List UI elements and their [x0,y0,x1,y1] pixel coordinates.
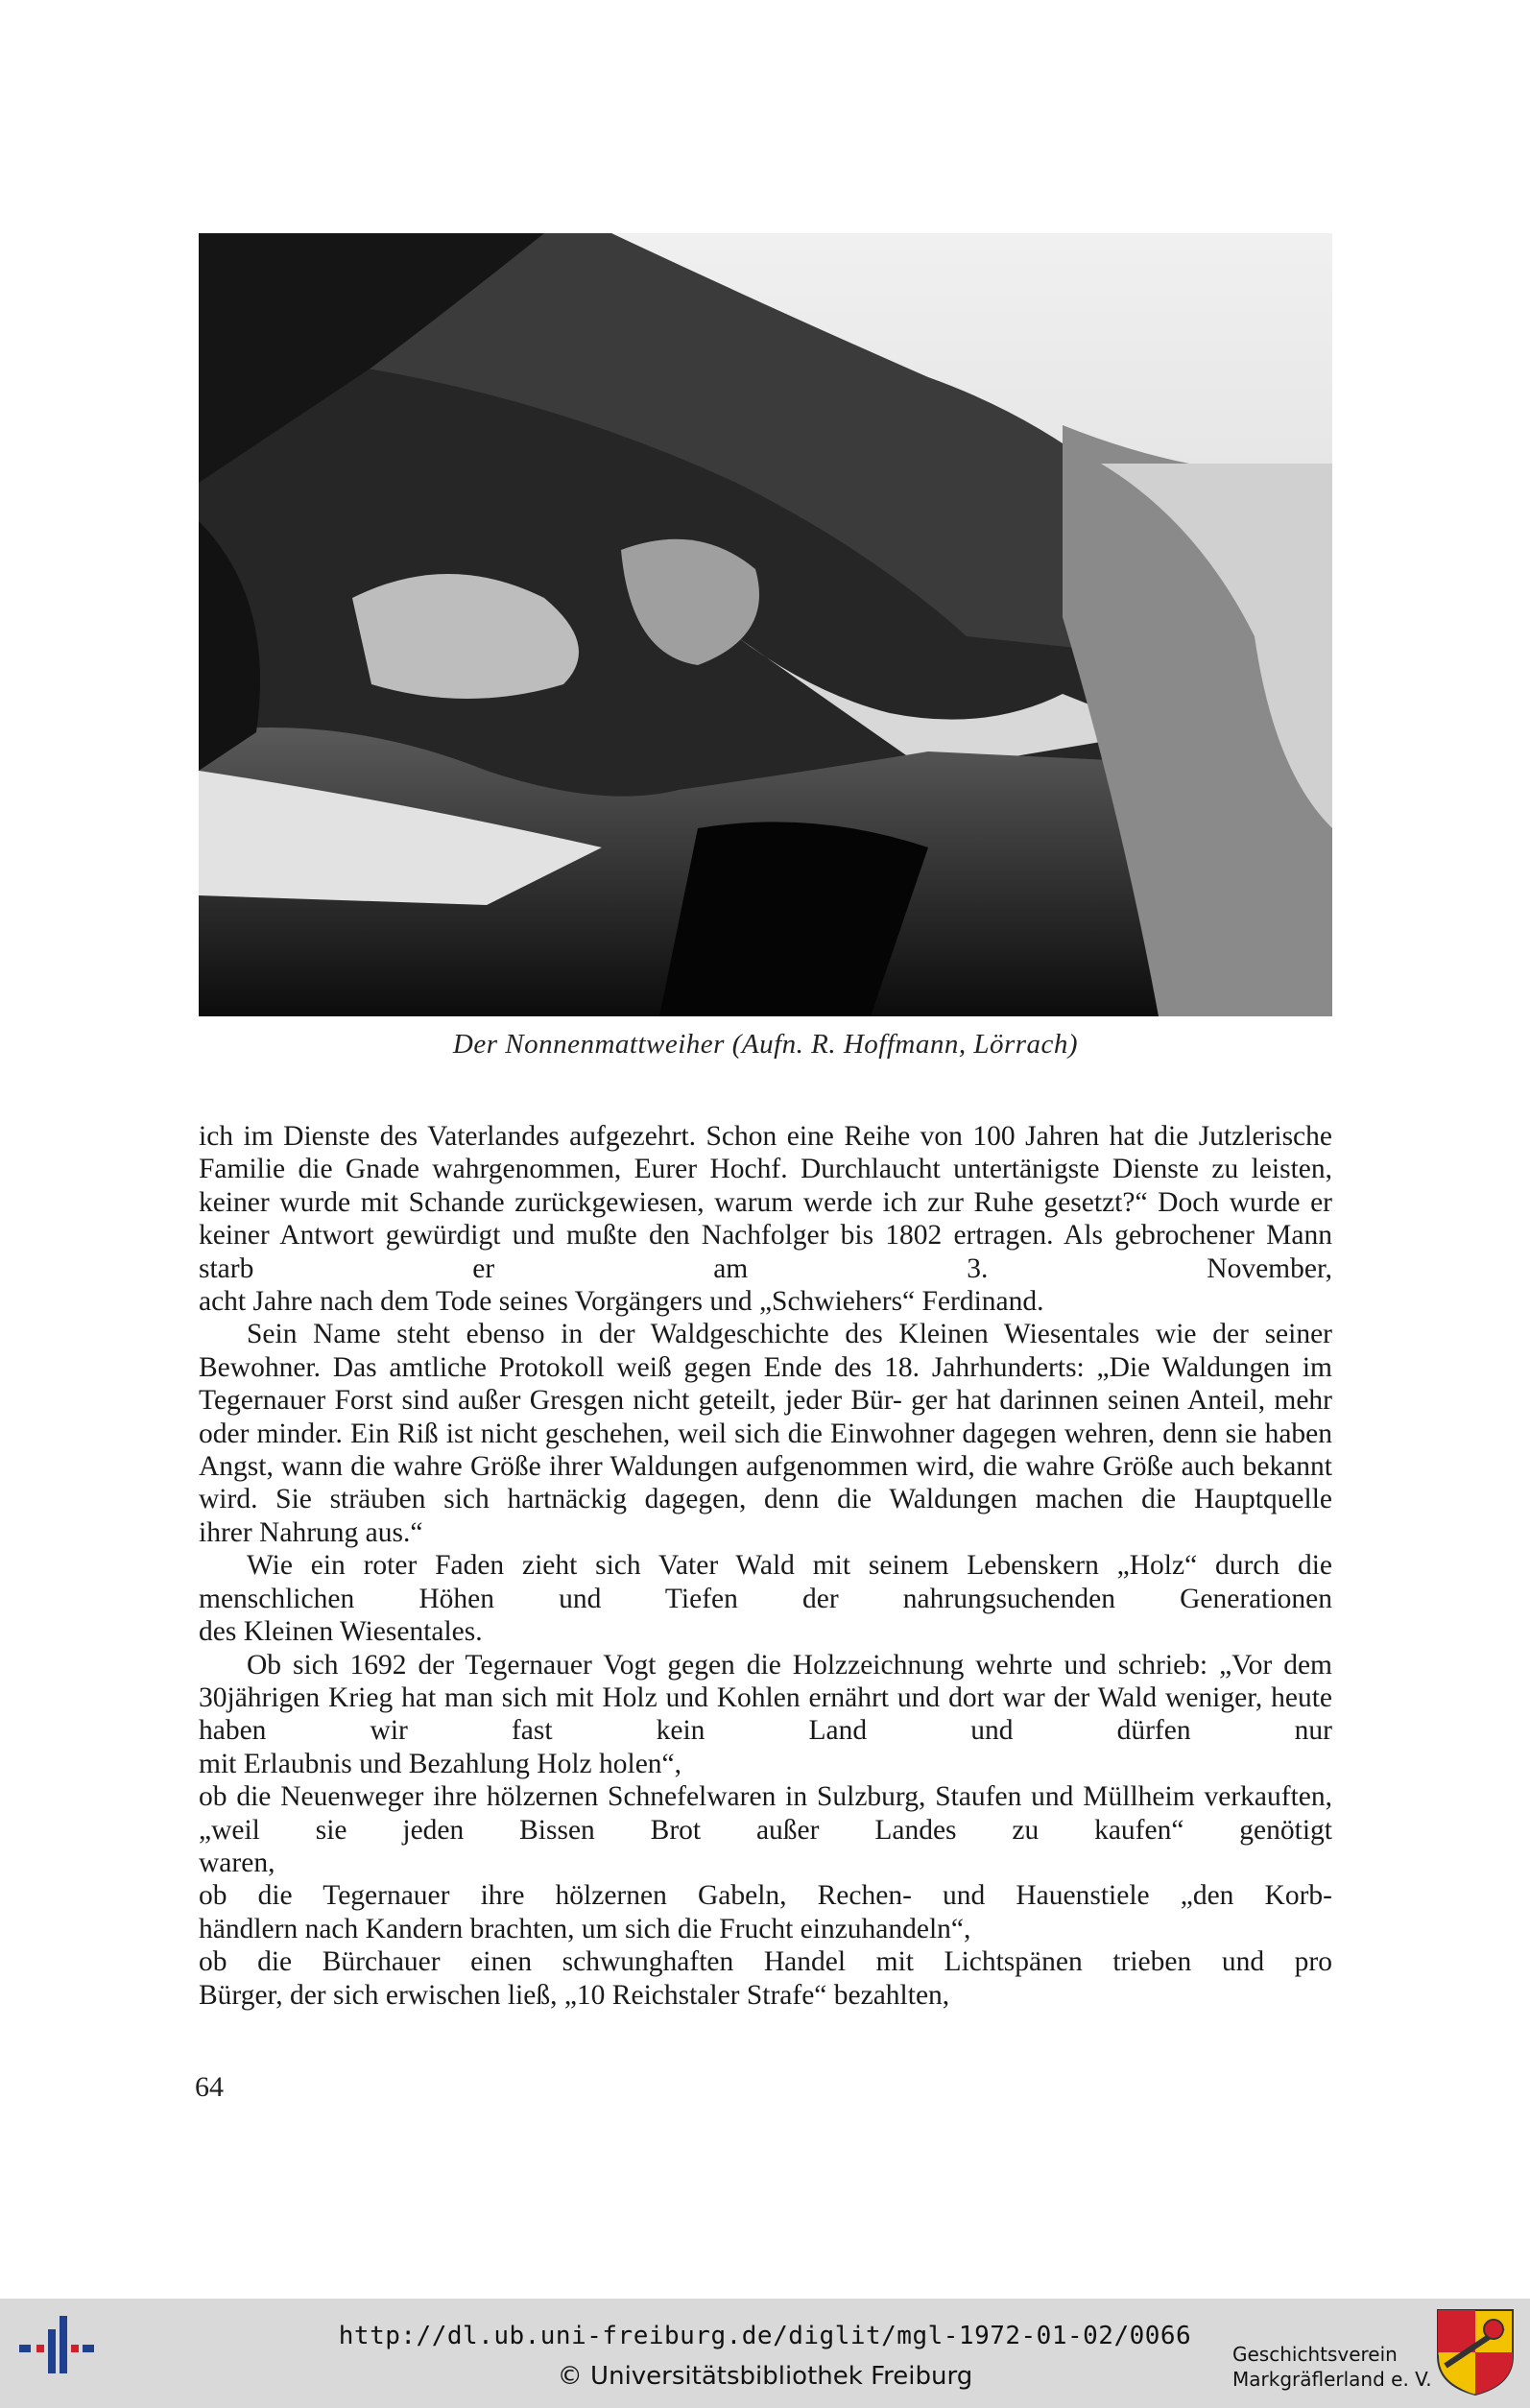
permalink-url[interactable]: http://dl.ub.uni-freiburg.de/diglit/mgl-1972-01-02/0066 [338,2322,1192,2350]
text-line: werde ich zur Ruhe gesetzt?“ Doch wurde er keiner Antwort gewürdigt und mußte [199,1186,1332,1252]
photo-caption: Der Nonnenmattweiher (Aufn. R. Hoffmann, Lörrach) [452,1029,1079,1060]
text-line: Sein Name steht ebenso in der Waldgeschichte des Kleinen Wiesentales wie der [247,1319,1249,1350]
landscape-photo [199,233,1332,1016]
text-line: Sie sträuben sich hartnäckig dagegen, denn die Waldungen machen die Hauptquelle [275,1484,1332,1515]
text-line: schrieb: „Vor dem 30jährigen Krieg hat man sich mit Holz und Kohlen ernährt [199,1649,1332,1713]
text-line: den Nachfolger bis 1802 ertragen. Als gebrochener Mann starb er am 3. November, [199,1220,1332,1284]
text-line: Bürger, der sich erwischen ließ, „10 Reichstaler Strafe“ bezahlten, [199,1979,950,2011]
body-text [199,1120,1332,2012]
text-line: Ob sich 1692 der Tegernauer Vogt gegen die Holzzeichnung wehrte und [247,1649,1107,1681]
society-name [1232,2342,1432,2392]
society-line: Markgräflerland e. V. [1232,2368,1432,2391]
paragraph-last-line [199,1516,1332,1549]
text-line: Wie ein roter Faden zieht sich Vater Wald mit seinem Lebenskern „Holz“ [247,1550,1198,1582]
paragraph-last-line [199,1748,1332,1780]
text-line: Müllheim verkauften, „weil sie jeden Bissen Brot außer Landes zu kaufen“ genötigt [199,1781,1333,1846]
text-line: untertänigste Dienste zu leisten, keiner wurde mit Schande zurückgewiesen, warum [199,1154,1332,1218]
text-line: ob die Tegernauer ihre hölzernen Gabeln, Rechen- und Hauenstiele „den Korb- [199,1880,1332,1912]
paragraph [199,1780,1332,1847]
text-line: durch die menschlichen Höhen und Tiefen der nahrungsuchenden Generationen [199,1550,1332,1614]
text-line: ihrer Nahrung aus.“ [199,1516,423,1548]
text-line: weil sich die Einwohner dagegen wehren, denn sie haben Angst, wann die wahre [199,1418,1333,1483]
text-line: waren, [199,1847,275,1878]
society-line: Geschichtsverein [1232,2343,1398,2366]
paragraph-last-line [199,1847,1332,1879]
text-line: und dort war der Wald weniger, heute haben wir fast kein Land und dürfen nur [199,1681,1333,1747]
text-line: Größe ihrer Waldungen aufgenommen wird, die wahre Größe auch bekannt wird. [199,1451,1333,1515]
paragraph-last-line [199,1615,1332,1648]
text-line: ger hat darinnen seinen Anteil, mehr oder minder. Ein Riß ist nicht geschehen, [199,1385,1333,1449]
page-number: 64 [195,2071,224,2103]
paragraph [199,1879,1332,1912]
text-line: ich im Dienste des Vaterlandes aufgezehrt. Schon eine Reihe von 100 Jahren hat [199,1121,1144,1152]
copyright-notice: © Universitätsbibliothek Freiburg [557,2362,973,2391]
paragraph-last-line [199,1285,1332,1318]
paragraph [199,1649,1332,1748]
paragraph [199,1945,1332,1978]
paragraph-last-line [199,1979,1332,2012]
text-line: mit Erlaubnis und Bezahlung Holz holen“, [199,1748,682,1779]
pond-forest-photo-illustration [199,233,1332,1016]
paragraph [199,1120,1332,1285]
text-line: händlern nach Kandern brachten, um sich die Frucht einzuhandeln“, [199,1913,971,1944]
text-line: acht Jahre nach dem Tode seines Vorgängers und „Schwiehers“ Ferdinand. [199,1286,1044,1318]
text-line: „Die Waldungen im Tegernauer Forst sind außer Gresgen nicht geteilt, jeder Bür- [199,1351,1333,1417]
text-line: ob die Neuenweger ihre hölzernen Schnefelwaren in Sulzburg, Staufen und [199,1781,1074,1813]
coat-of-arms-icon [1436,2308,1515,2396]
paragraph-last-line [199,1913,1332,1945]
text-line: die Jutzlerische Familie die Gnade wahrgenommen, Eurer Hochf. Durchlaucht [199,1121,1332,1185]
text-line: des Kleinen Wiesentales. [199,1616,483,1648]
paragraph [199,1549,1332,1615]
footer-bar [0,2299,1530,2408]
paragraph [199,1318,1332,1515]
text-line: seiner Bewohner. Das amtliche Protokoll weiß gegen Ende des 18. Jahrhunderts: [199,1319,1332,1383]
text-line: ob die Bürchauer einen schwunghaften Handel mit Lichtspänen trieben und pro [199,1946,1332,1978]
